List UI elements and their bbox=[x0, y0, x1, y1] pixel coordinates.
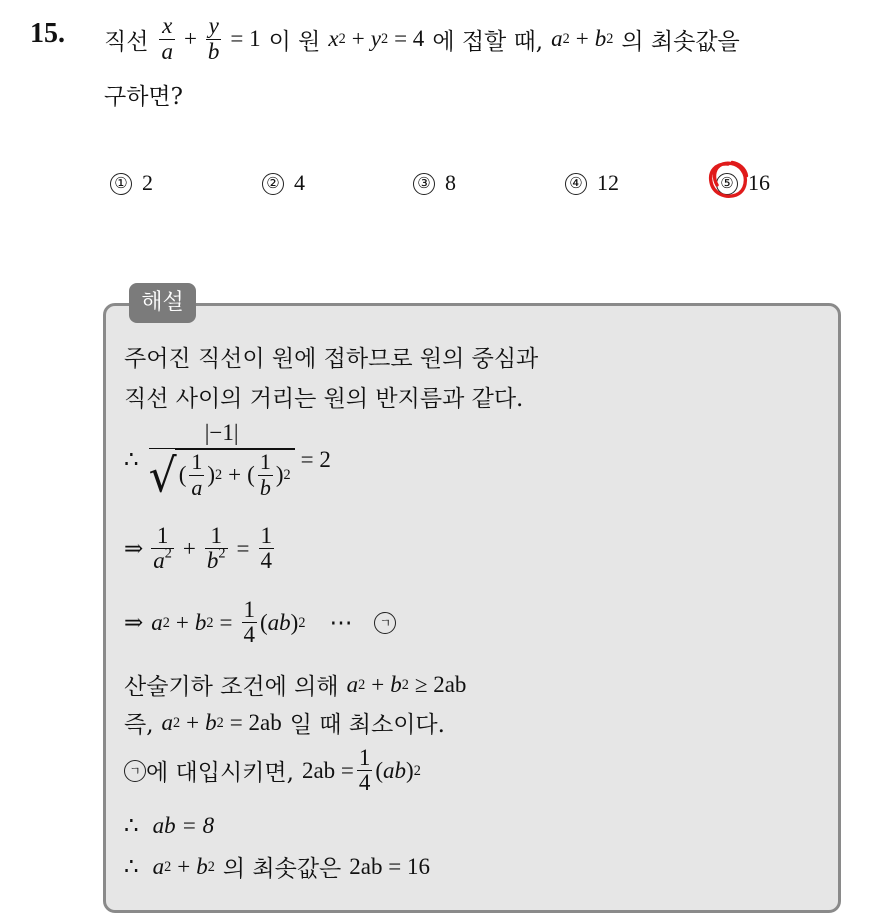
plus-sign: + bbox=[177, 853, 191, 879]
choice-value: 16 bbox=[748, 170, 770, 195]
circle-y-var: y bbox=[370, 26, 381, 51]
fraction-denominator: a bbox=[161, 38, 173, 64]
therefore-symbol: ∴ bbox=[124, 813, 139, 839]
amgm-line: 산술기하 조건에 의해 a 2 + b 2 ≥ 2ab bbox=[124, 668, 466, 701]
distance-fraction bbox=[148, 420, 295, 504]
equality-prefix: 즉, bbox=[124, 712, 154, 738]
choice-value: 12 bbox=[597, 170, 619, 195]
fraction-denominator: $a^2$ bbox=[153, 545, 172, 574]
plus-sign: + bbox=[351, 26, 365, 51]
var-a: a bbox=[161, 709, 174, 735]
substitution-line: ㄱ 에 대입시키면, 2ab = $\frac{1}{4}$ ( ab ) 2 bbox=[124, 746, 421, 795]
ab-term: ab bbox=[267, 609, 291, 635]
equation-giyeok: ⇒ a 2 + b 2 = $\frac{1}{4}$ ( ab ) 2 ⋯ ㄱ bbox=[124, 598, 396, 647]
var-a: a bbox=[152, 853, 165, 879]
fraction-denominator: b bbox=[259, 475, 271, 501]
var-b: b bbox=[205, 709, 217, 735]
choice-value: 2 bbox=[142, 170, 153, 195]
fraction-denominator: $b^2$ bbox=[206, 545, 226, 574]
choice-3[interactable] bbox=[413, 170, 456, 196]
equals-one: = 1 bbox=[230, 26, 261, 51]
question-line-2: 구하면? bbox=[104, 84, 183, 110]
plus-sign: + bbox=[183, 26, 197, 51]
ellipsis: ⋯ bbox=[329, 609, 353, 636]
fraction-numerator: 1 bbox=[210, 523, 222, 548]
fraction-denominator: 4 bbox=[358, 770, 371, 796]
circle-x-var: x bbox=[328, 26, 339, 51]
fraction-1-over-4 bbox=[357, 746, 373, 795]
fraction-1-over-4 bbox=[259, 524, 275, 573]
choice-number: ① bbox=[110, 173, 132, 195]
distance-numerator: |−1| bbox=[204, 420, 239, 445]
plus-sign: + bbox=[228, 461, 242, 487]
ab-equals-8-line bbox=[124, 813, 214, 839]
equals-two: = 2 bbox=[300, 446, 331, 472]
reciprocal-equation bbox=[124, 524, 277, 573]
solution-line-2: 직선 사이의 거리는 원의 반지름과 같다. bbox=[124, 386, 524, 412]
plus-sign: + bbox=[175, 609, 189, 635]
equals-four: = 4 bbox=[394, 26, 425, 51]
amgm-rhs: ≥ 2ab bbox=[414, 671, 467, 697]
fraction-numerator: 1 bbox=[243, 597, 255, 622]
fraction-denominator: b bbox=[207, 38, 220, 64]
choice-2[interactable] bbox=[262, 170, 305, 196]
fraction-denominator: 4 bbox=[260, 548, 272, 574]
choice-value: 4 bbox=[294, 170, 305, 195]
question-mid-1: 이 원 bbox=[268, 28, 321, 55]
equality-line: 즉, a 2 + b 2 = 2ab 일 때 최소이다. bbox=[124, 706, 445, 739]
distance-formula bbox=[124, 420, 331, 504]
fraction-1-over-4 bbox=[242, 598, 258, 647]
implies-symbol: ⇒ bbox=[124, 609, 144, 636]
substitution-lhs: 2ab = bbox=[301, 757, 354, 783]
solution-line-1: 주어진 직선이 원에 접하므로 원의 중심과 bbox=[124, 346, 539, 372]
fraction-numerator: 1 bbox=[156, 523, 169, 548]
var-b: b bbox=[196, 853, 208, 879]
equals-sign: = bbox=[219, 609, 233, 635]
radicand: ( $\frac{1}{a}$ ) 2 + ( $\frac{1}{b}$ ) 2 bbox=[175, 449, 295, 499]
question-number: 15. bbox=[30, 18, 65, 49]
fraction-1-over-b2 bbox=[205, 524, 228, 573]
final-line: ∴ a 2 + b 2 의 최솟값은 2ab = 16 bbox=[124, 850, 430, 883]
var-b: b bbox=[594, 26, 607, 51]
fraction-1-over-a bbox=[189, 450, 204, 499]
solution-tag: 해설 bbox=[129, 283, 196, 323]
ab-equals-8: ab = 8 bbox=[152, 813, 215, 838]
final-text: 의 최솟값은 bbox=[222, 856, 342, 882]
plus-sign: + bbox=[182, 535, 196, 561]
answer-mark-icon bbox=[705, 158, 751, 202]
fraction-1-over-a2 bbox=[151, 524, 174, 573]
fraction-numerator: 1 bbox=[358, 745, 371, 770]
choice-1[interactable] bbox=[110, 170, 153, 196]
var-b: b bbox=[194, 609, 207, 635]
fraction-x-over-a bbox=[159, 14, 175, 63]
var-a: a bbox=[346, 671, 359, 697]
fraction-denominator: a bbox=[191, 475, 203, 501]
circled-giyeok-label: ㄱ bbox=[124, 760, 146, 782]
var-a: a bbox=[551, 26, 563, 51]
choice-value: 8 bbox=[445, 170, 456, 195]
ab-term: ab bbox=[383, 757, 407, 783]
circled-giyeok-label: ㄱ bbox=[374, 612, 396, 634]
question-prefix: 직선 bbox=[104, 28, 149, 55]
plus-sign: + bbox=[186, 709, 200, 735]
choice-number: ③ bbox=[413, 173, 435, 195]
question-suffix: 의 최솟값을 bbox=[621, 28, 740, 55]
final-answer: 2ab = 16 bbox=[349, 853, 430, 879]
equals-sign: = bbox=[236, 535, 250, 561]
question-mid-2: 에 접할 때, bbox=[432, 28, 544, 55]
equality-suffix: 일 때 최소이다. bbox=[289, 712, 445, 738]
fraction-y-over-b bbox=[206, 14, 222, 63]
choice-number: ④ bbox=[565, 173, 587, 195]
var-a: a bbox=[151, 609, 163, 635]
question-line-1: 직선 $\frac{x}{a}$ + $\frac{y}{b}$ = 1 이 원 x 2 + y 2 = 4 에 접할 때, a 2 + b 2 의 최솟값을 bbox=[104, 13, 740, 64]
therefore-symbol: ∴ bbox=[124, 446, 139, 473]
substitution-text: 에 대입시키면, bbox=[146, 760, 294, 787]
fraction-1-over-b bbox=[258, 450, 273, 499]
equality-rhs: = 2ab bbox=[229, 709, 282, 735]
choice-number: ⑤ bbox=[716, 173, 738, 195]
therefore-symbol: ∴ bbox=[124, 853, 139, 880]
fraction-denominator: 4 bbox=[243, 622, 255, 648]
radical-sign-icon: √ bbox=[148, 449, 177, 504]
var-b: b bbox=[390, 671, 402, 697]
fraction-numerator: 1 bbox=[191, 449, 203, 474]
plus-sign: + bbox=[371, 671, 385, 697]
fraction-numerator: 1 bbox=[259, 449, 271, 474]
fraction-numerator: 1 bbox=[260, 523, 272, 548]
plus-sign: + bbox=[575, 26, 589, 51]
implies-symbol: ⇒ bbox=[124, 535, 144, 562]
distance-denominator bbox=[148, 448, 295, 504]
choice-number: ② bbox=[262, 173, 284, 195]
square-root bbox=[148, 449, 295, 504]
amgm-text: 산술기하 조건에 의해 bbox=[124, 674, 339, 700]
fraction-numerator: y bbox=[208, 13, 219, 39]
choice-4[interactable] bbox=[565, 170, 619, 196]
fraction-numerator: x bbox=[162, 13, 173, 39]
